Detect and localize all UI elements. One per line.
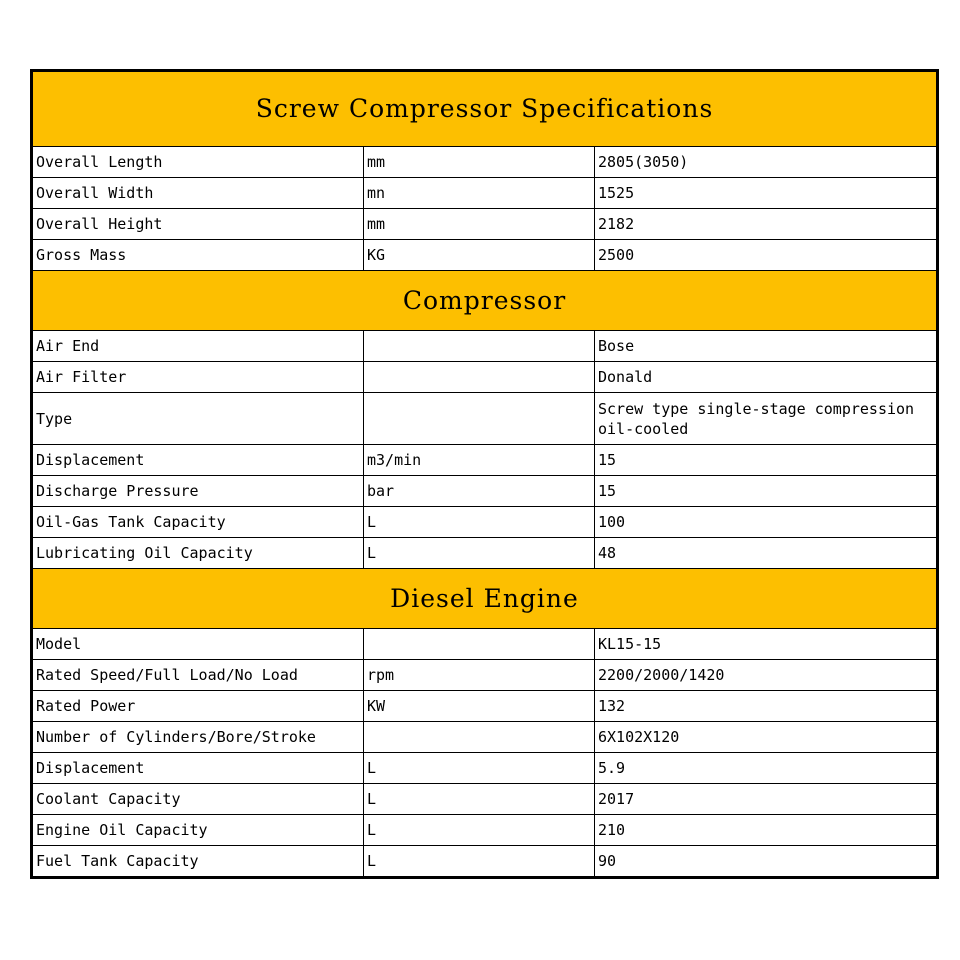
table-row bbox=[32, 784, 938, 815]
table-row bbox=[32, 538, 938, 569]
table-row bbox=[32, 722, 938, 753]
spec-label: Gross Mass bbox=[32, 240, 364, 271]
spec-value: 2805(3050) bbox=[595, 147, 938, 178]
spec-unit: L bbox=[364, 538, 595, 569]
spec-unit: L bbox=[364, 815, 595, 846]
table-row bbox=[32, 147, 938, 178]
table-row bbox=[32, 362, 938, 393]
spec-label: Rated Power bbox=[32, 691, 364, 722]
spec-value: 100 bbox=[595, 507, 938, 538]
spec-label: Engine Oil Capacity bbox=[32, 815, 364, 846]
spec-unit: L bbox=[364, 753, 595, 784]
spec-label: Air Filter bbox=[32, 362, 364, 393]
spec-label: Fuel Tank Capacity bbox=[32, 846, 364, 878]
spec-value: 132 bbox=[595, 691, 938, 722]
spec-unit: m3/min bbox=[364, 445, 595, 476]
spec-unit bbox=[364, 362, 595, 393]
spec-label: Displacement bbox=[32, 753, 364, 784]
spec-value: 6X102X120 bbox=[595, 722, 938, 753]
spec-unit bbox=[364, 722, 595, 753]
table-row bbox=[32, 660, 938, 691]
section-title-diesel-engine: Diesel Engine bbox=[32, 569, 938, 629]
spec-label: Type bbox=[32, 393, 364, 445]
table-row bbox=[32, 507, 938, 538]
spec-value: 2200/2000/1420 bbox=[595, 660, 938, 691]
spec-value: 2017 bbox=[595, 784, 938, 815]
table-row bbox=[32, 476, 938, 507]
spec-unit: bar bbox=[364, 476, 595, 507]
table-row bbox=[32, 629, 938, 660]
spec-label: Displacement bbox=[32, 445, 364, 476]
spec-unit bbox=[364, 629, 595, 660]
main-title: Screw Compressor Specifications bbox=[32, 71, 938, 147]
spec-unit bbox=[364, 331, 595, 362]
table-row bbox=[32, 691, 938, 722]
spec-label: Overall Height bbox=[32, 209, 364, 240]
table-row bbox=[32, 209, 938, 240]
table-row bbox=[32, 846, 938, 878]
spec-unit: L bbox=[364, 784, 595, 815]
spec-value: 2500 bbox=[595, 240, 938, 271]
spec-label: Overall Width bbox=[32, 178, 364, 209]
spec-unit: L bbox=[364, 507, 595, 538]
spec-unit: KW bbox=[364, 691, 595, 722]
spec-label: Overall Length bbox=[32, 147, 364, 178]
section-title-compressor: Compressor bbox=[32, 271, 938, 331]
spec-unit: L bbox=[364, 846, 595, 878]
spec-unit: rpm bbox=[364, 660, 595, 691]
section-header-row bbox=[32, 71, 938, 147]
spec-label: Number of Cylinders/Bore/Stroke bbox=[32, 722, 364, 753]
table-row bbox=[32, 815, 938, 846]
table-row bbox=[32, 753, 938, 784]
spec-label: Discharge Pressure bbox=[32, 476, 364, 507]
table-row bbox=[32, 178, 938, 209]
section-header-row bbox=[32, 569, 938, 629]
spec-value: 210 bbox=[595, 815, 938, 846]
spec-value: 1525 bbox=[595, 178, 938, 209]
spec-unit bbox=[364, 393, 595, 445]
spec-value: 90 bbox=[595, 846, 938, 878]
spec-value: 5.9 bbox=[595, 753, 938, 784]
spec-value: Screw type single-stage compression oil-cooled bbox=[595, 393, 938, 445]
spec-table bbox=[30, 69, 939, 879]
spec-value: KL15-15 bbox=[595, 629, 938, 660]
table-row bbox=[32, 393, 938, 445]
spec-value: 2182 bbox=[595, 209, 938, 240]
spec-value: 48 bbox=[595, 538, 938, 569]
spec-unit: mn bbox=[364, 178, 595, 209]
spec-label: Lubricating Oil Capacity bbox=[32, 538, 364, 569]
spec-unit: mm bbox=[364, 209, 595, 240]
spec-label: Air End bbox=[32, 331, 364, 362]
spec-label: Model bbox=[32, 629, 364, 660]
spec-unit: mm bbox=[364, 147, 595, 178]
spec-value: Donald bbox=[595, 362, 938, 393]
table-row bbox=[32, 331, 938, 362]
spec-label: Rated Speed/Full Load/No Load bbox=[32, 660, 364, 691]
spec-value: Bose bbox=[595, 331, 938, 362]
spec-label: Oil-Gas Tank Capacity bbox=[32, 507, 364, 538]
spec-value: 15 bbox=[595, 445, 938, 476]
spec-label: Coolant Capacity bbox=[32, 784, 364, 815]
spec-value: 15 bbox=[595, 476, 938, 507]
spec-unit: KG bbox=[364, 240, 595, 271]
section-header-row bbox=[32, 271, 938, 331]
table-row bbox=[32, 240, 938, 271]
table-row bbox=[32, 445, 938, 476]
